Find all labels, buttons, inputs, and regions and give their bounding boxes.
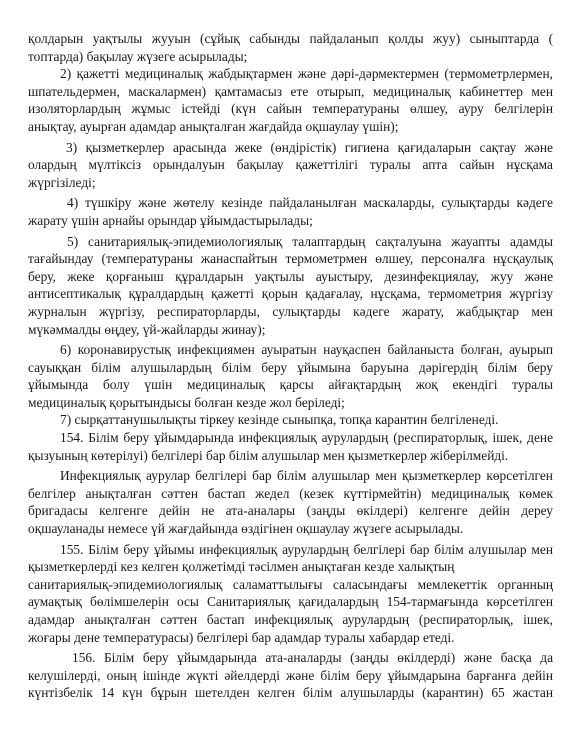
- text-line: Инфекциялық аурулар белгілері бар білім алушылар мен қызметкерлер көрсетілген: [60, 468, 553, 484]
- text-line: аумақтық бөлімшелерін осы Санитариялық қағидалардың 154-тармағында көрсетілген: [28, 594, 554, 610]
- text-line: қызуының көтерілуі) белгілері бар білім алушылар мен қызметкерлер жіберілмейді.: [28, 447, 509, 463]
- paragraph: [0, 467, 580, 537]
- paragraph: [0, 429, 580, 464]
- paragraph: [0, 541, 580, 647]
- text-line: 155. Білім беру ұйымы инфекциялық аурулардың белгілері бар білім алушылар мен: [60, 541, 553, 557]
- paragraph: [0, 233, 580, 339]
- text-line: 2) қажетті медициналық жабдықтармен және дәрі-дәрмектермен (термометрлермен,: [60, 66, 554, 82]
- text-line: жоғары дене температурасы) белгілері бар адамдар туралы хабардар етеді.: [28, 629, 455, 645]
- text-line: келушілерді, оның ішінде жүкті әйелдерді және білім беру ұйымдарына барғанға дейін: [28, 667, 554, 683]
- text-line: қызметкерлерді кез келген қолжетімді тәсілмен анықтаған кезде халықтың: [28, 559, 455, 575]
- text-line: 7) сырқаттанушылықты тіркеу кезінде сыныпқа, топқа карантин белгіленеді.: [60, 412, 499, 428]
- text-line: 5) санитариялық-эпидемиологиялық талаптардың сақталуына жауапты адамды: [67, 233, 553, 249]
- text-line: оқшауланады немесе үй жағдайында өздігінен оқшаулау жүзеге асырылады.: [28, 521, 464, 537]
- text-line: 3) қызметкерлер арасында жеке (өндірістік) гигиена қағидаларын сақтау және: [66, 139, 553, 155]
- text-line: олардың мүлтіксіз орындалуын бақылау қажеттілігі туралы апта сайын нұсқама: [28, 157, 554, 173]
- paragraph: [0, 194, 580, 229]
- text-line: 4) түшкіру және жөтелу кезінде пайдаланылған маскаларды, сулықтарды кәдеге: [67, 195, 553, 211]
- text-line: жарату үшін арнайы орындар ұйымдастырылады;: [28, 212, 313, 228]
- text-line: медициналық қорытындысы болған кезде жол беріледі;: [28, 394, 345, 410]
- text-line: 154. Білім беру ұйымдарында инфекциялық аурулардың (респираторлық, ішек, дене: [60, 430, 554, 446]
- text-line: жүргізіледі;: [28, 174, 96, 190]
- text-line: адамдар анықталған сәттен бастап инфекциялық аурулардың (респираторлық, ішек,: [28, 612, 553, 627]
- text-line: күнтізбелік 14 күн бұрын шетелден келген білім алушыларды (карантин) 65 жастан: [28, 685, 554, 701]
- text-line: шпательдермен, маскалармен) қамтамасыз ете отырып, медициналық кабинеттер мен: [28, 83, 554, 99]
- text-line: сауыққан білім алушылардың білім беру ұйымына баруына дәрігердің білім беру: [28, 359, 553, 375]
- text-line: беру, жеке қорғаныш құралдарын уақтылы ауыстыру, дезинфекциялау, жуу және: [28, 268, 554, 284]
- paragraph: [0, 65, 580, 135]
- text-line: журналын жүргізу, респираторларды, сулықтарды кәдеге жарату, жабдықтар мен: [28, 303, 553, 319]
- paragraph: [0, 411, 580, 429]
- paragraph: [0, 30, 580, 65]
- text-line: 6) коронавирустық инфекциямен ауыратын науқаспен байланыста болған, ауырып: [60, 342, 553, 358]
- paragraph: [0, 649, 580, 702]
- text-line: антисептикалық құралдардың қажетті қорын қадағалау, нұсқама, термометрия жүргізу: [28, 286, 553, 302]
- text-line: мүкәммалды өңдеу, үй-жайларды жинау);: [28, 321, 266, 337]
- text-line: бригадасы келгенге дейін не ата-аналары (заңды өкілдері) келгенге дейін дереу: [28, 503, 553, 519]
- text-line: тағайындау (температураны жанаспайтын термометрмен өлшеу, персоналға нұсқаулық: [28, 251, 553, 267]
- text-line: қолдарын уақтылы жууын (сұйық сабынды пайдаланып қолды жуу) сыныптарда (: [28, 31, 554, 46]
- paragraph: [0, 139, 580, 192]
- text-line: белгілер анықталған сәттен бастап жедел (кезек күттірмейтін) медициналық көмек: [28, 485, 554, 501]
- document-body: [0, 30, 580, 702]
- paragraph: [0, 341, 580, 411]
- text-line: санитариялық-эпидемиологиялық саламаттылығы саласындағы мемлекеттік органның: [28, 576, 554, 592]
- text-line: анықтау, ауырған адамдар анықталған жағдайда оқшаулау үшін);: [28, 118, 399, 134]
- text-line: ұйымында болу үшін медициналық қарсы айғақтардың жоқ екендігі туралы: [28, 377, 553, 393]
- text-line: 156. Білім беру ұйымдарында ата-аналарды (заңды өкілдерді) және басқа да: [72, 650, 554, 666]
- text-line: топтарда) бақылау жүзеге асырылады;: [28, 48, 248, 64]
- text-line: изоляторлардың жұмыс істейді (күн сайын температураны өлшеу, ауру белгілерін: [28, 101, 554, 117]
